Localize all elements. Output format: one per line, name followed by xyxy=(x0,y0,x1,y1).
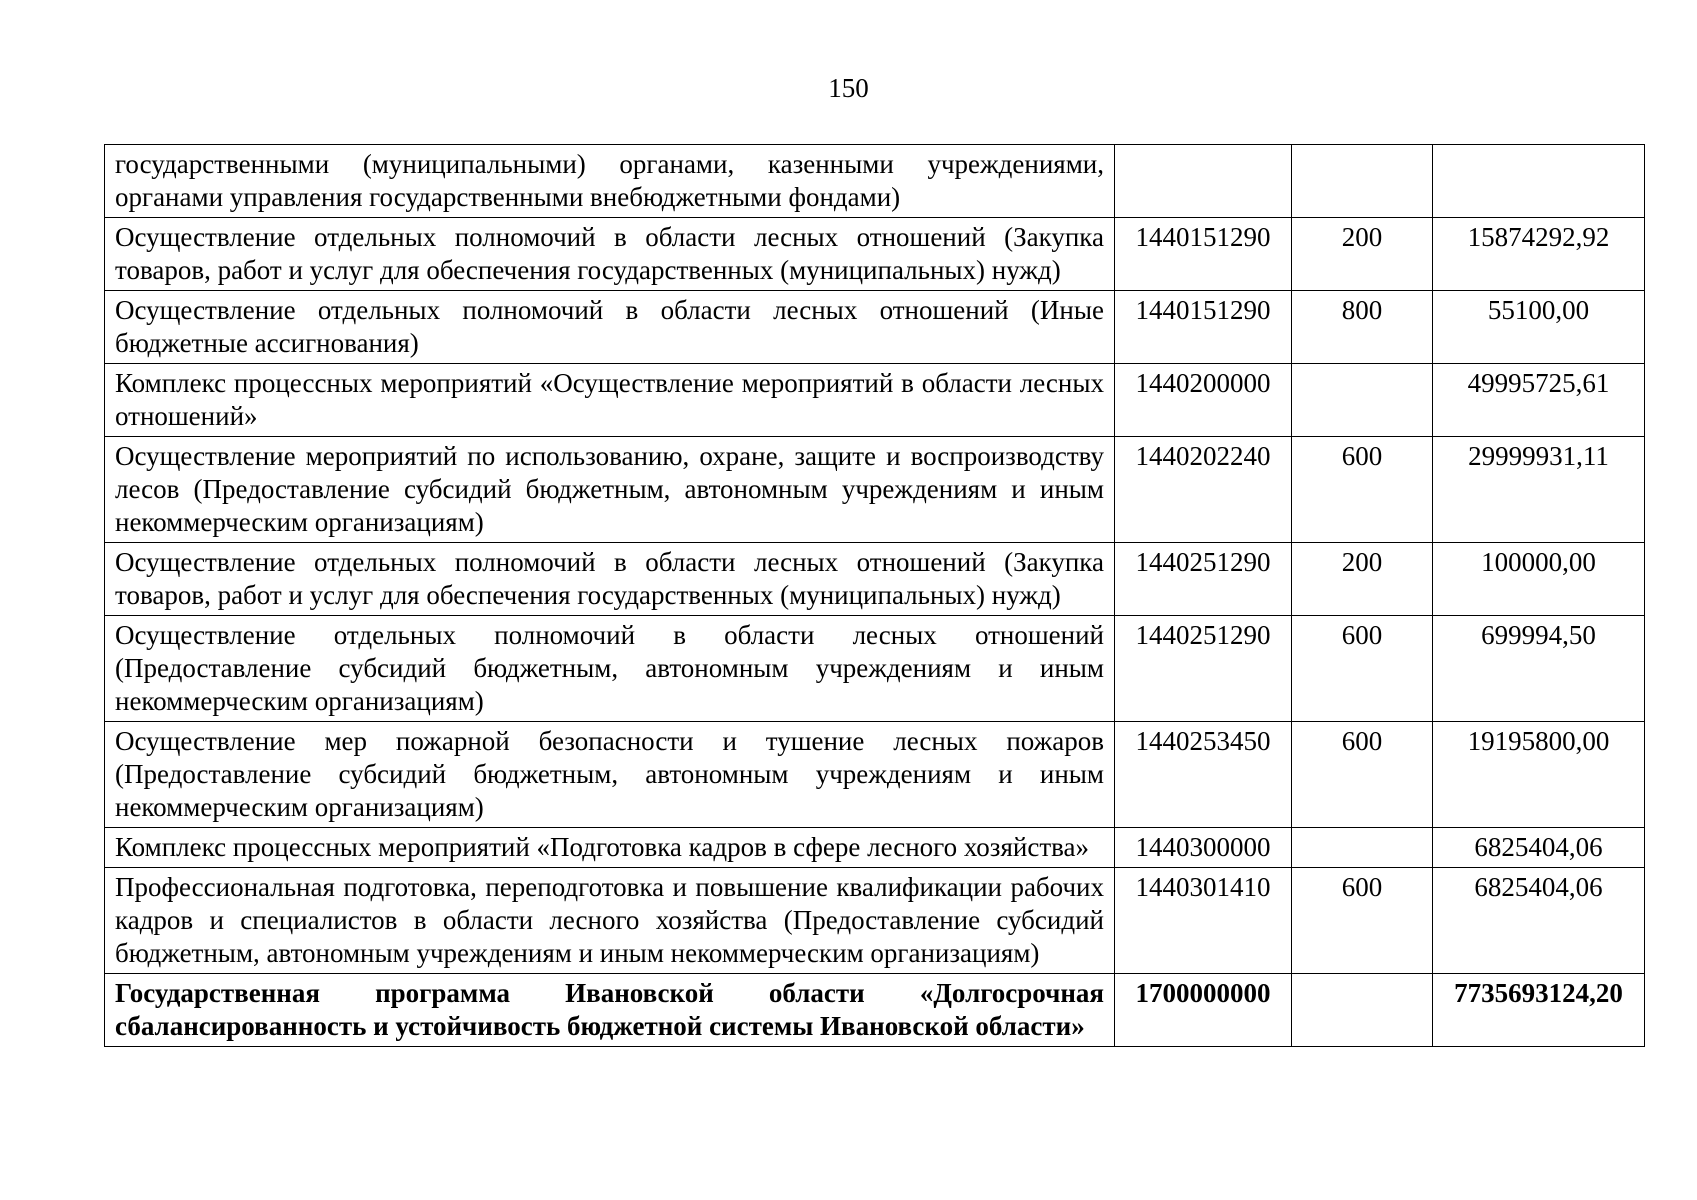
table-row xyxy=(105,722,1645,828)
amount-cell: 100000,00 xyxy=(1433,543,1645,616)
target-code-cell: 1440253450 xyxy=(1115,722,1292,828)
expense-type-cell: 600 xyxy=(1292,616,1433,722)
amount-cell: 699994,50 xyxy=(1433,616,1645,722)
expense-type-cell: 600 xyxy=(1292,437,1433,543)
expense-name-cell: Осуществление отдельных полномочий в области лесных отношений (Закупка товаров, работ и услуг для обеспечения государственных (муниципальных) нужд) xyxy=(105,218,1115,291)
target-code-cell: 1440151290 xyxy=(1115,218,1292,291)
target-code-cell: 1440151290 xyxy=(1115,291,1292,364)
amount-cell: 15874292,92 xyxy=(1433,218,1645,291)
table-row xyxy=(105,218,1645,291)
target-code-cell: 1440202240 xyxy=(1115,437,1292,543)
amount-cell: 6825404,06 xyxy=(1433,828,1645,868)
amount-cell: 55100,00 xyxy=(1433,291,1645,364)
expense-type-cell: 600 xyxy=(1292,722,1433,828)
expense-name-cell: Государственная программа Ивановской области «Долгосрочная сбалансированность и устойчивость бюджетной системы Ивановской области» xyxy=(105,974,1115,1047)
amount-cell: 7735693124,20 xyxy=(1433,974,1645,1047)
table-row xyxy=(105,364,1645,437)
amount-cell xyxy=(1433,145,1645,218)
page-number: 150 xyxy=(828,73,869,103)
target-code-cell: 1440200000 xyxy=(1115,364,1292,437)
target-code-cell xyxy=(1115,145,1292,218)
expense-name-cell: Профессиональная подготовка, переподготовка и повышение квалификации рабочих кадров и специалистов в области лесного хозяйства (Предоставление субсидий бюджетным, автономным учреждениям и иным некоммерческим организациям) xyxy=(105,868,1115,974)
amount-cell: 19195800,00 xyxy=(1433,722,1645,828)
target-code-cell: 1700000000 xyxy=(1115,974,1292,1047)
target-code-cell: 1440251290 xyxy=(1115,616,1292,722)
target-code-cell: 1440301410 xyxy=(1115,868,1292,974)
target-code-cell: 1440251290 xyxy=(1115,543,1292,616)
expense-type-cell: 600 xyxy=(1292,868,1433,974)
expense-name-cell: Осуществление отдельных полномочий в области лесных отношений (Закупка товаров, работ и услуг для обеспечения государственных (муниципальных) нужд) xyxy=(105,543,1115,616)
table-row xyxy=(105,868,1645,974)
expense-type-cell: 200 xyxy=(1292,218,1433,291)
expense-name-cell: государственными (муниципальными) органами, казенными учреждениями, органами управления государственными внебюджетными фондами) xyxy=(105,145,1115,218)
expense-name-cell: Осуществление мероприятий по использованию, охране, защите и воспроизводству лесов (Предоставление субсидий бюджетным, автономным учреждениям и иным некоммерческим организациям) xyxy=(105,437,1115,543)
table-row xyxy=(105,616,1645,722)
expense-name-cell: Комплекс процессных мероприятий «Подготовка кадров в сфере лесного хозяйства» xyxy=(105,828,1115,868)
expense-type-cell xyxy=(1292,974,1433,1047)
expense-name-cell: Комплекс процессных мероприятий «Осуществление мероприятий в области лесных отношений» xyxy=(105,364,1115,437)
budget-table xyxy=(104,144,1645,1047)
amount-cell: 6825404,06 xyxy=(1433,868,1645,974)
target-code-cell: 1440300000 xyxy=(1115,828,1292,868)
expense-name-cell: Осуществление мер пожарной безопасности и тушение лесных пожаров (Предоставление субсидий бюджетным, автономным учреждениям и иным некоммерческим организациям) xyxy=(105,722,1115,828)
expense-type-cell: 800 xyxy=(1292,291,1433,364)
expense-type-cell: 200 xyxy=(1292,543,1433,616)
table-row xyxy=(105,974,1645,1047)
expense-type-cell xyxy=(1292,364,1433,437)
table-row xyxy=(105,828,1645,868)
amount-cell: 49995725,61 xyxy=(1433,364,1645,437)
table-row xyxy=(105,145,1645,218)
table-row xyxy=(105,543,1645,616)
budget-table-body xyxy=(105,145,1645,1047)
amount-cell: 29999931,11 xyxy=(1433,437,1645,543)
expense-type-cell xyxy=(1292,145,1433,218)
expense-name-cell: Осуществление отдельных полномочий в области лесных отношений (Иные бюджетные ассигнования) xyxy=(105,291,1115,364)
table-row xyxy=(105,437,1645,543)
expense-type-cell xyxy=(1292,828,1433,868)
expense-name-cell: Осуществление отдельных полномочий в области лесных отношений (Предоставление субсидий бюджетным, автономным учреждениям и иным некоммерческим организациям) xyxy=(105,616,1115,722)
table-row xyxy=(105,291,1645,364)
